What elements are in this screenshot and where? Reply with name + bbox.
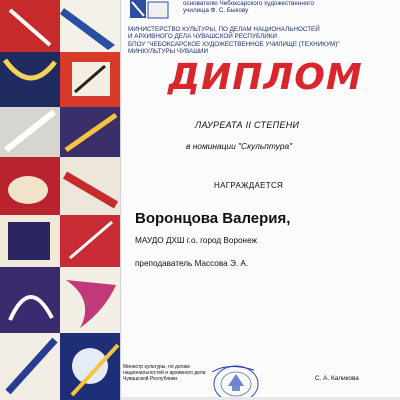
signer-name: С. А. Каликова [315, 375, 359, 382]
signer-role-line-2: национальностей и архивного дела [123, 370, 206, 376]
laureate-degree: ЛАУРЕАТА II СТЕПЕНИ [195, 120, 300, 130]
art-tools-collage [0, 0, 121, 400]
signer-role-line-3: Чувашской Республики [123, 376, 177, 382]
signer-role-line-1: Министр культуры, по делам [123, 364, 190, 370]
org-line-1: МИНИСТЕРСТВО КУЛЬТУРЫ, ПО ДЕЛАМ НАЦИОНАЛЬНОСТЕЙ [128, 26, 320, 33]
recipient-name: Воронцова Валерия, [135, 210, 291, 227]
header-line-1: основателю Чебоксарского художественного [183, 0, 314, 7]
college-logo-icon [126, 0, 176, 22]
org-line-4: МИНКУЛЬТУРЫ ЧУВАШИИ [128, 48, 209, 56]
header-line-2: училища Ф. С. Быкову [183, 7, 249, 14]
recipient-school: МАУДО ДХШ г.о. город Воронеж [135, 236, 258, 245]
official-stamp-icon [208, 360, 264, 400]
org-line-2: И АРХИВНОГО ДЕЛА ЧУВАШСКОЙ РЕСПУБЛИКИ [128, 33, 277, 41]
awarded-label: НАГРАЖДАЕТСЯ [214, 181, 284, 190]
signer-role [123, 364, 218, 382]
teacher-name: преподаватель Массова Э. А. [135, 259, 249, 268]
diploma-title: ДИПЛОМ [168, 57, 363, 98]
org-line-3: БПОУ "ЧЕБОКСАРСКОЕ ХУДОЖЕСТВЕННОЕ УЧИЛИЩЕ (ТЕХНИКУМ)" [128, 40, 340, 48]
nomination-text: в номинации "Скульптура" [186, 141, 293, 151]
header-text [183, 0, 393, 14]
organization-block [128, 26, 398, 56]
